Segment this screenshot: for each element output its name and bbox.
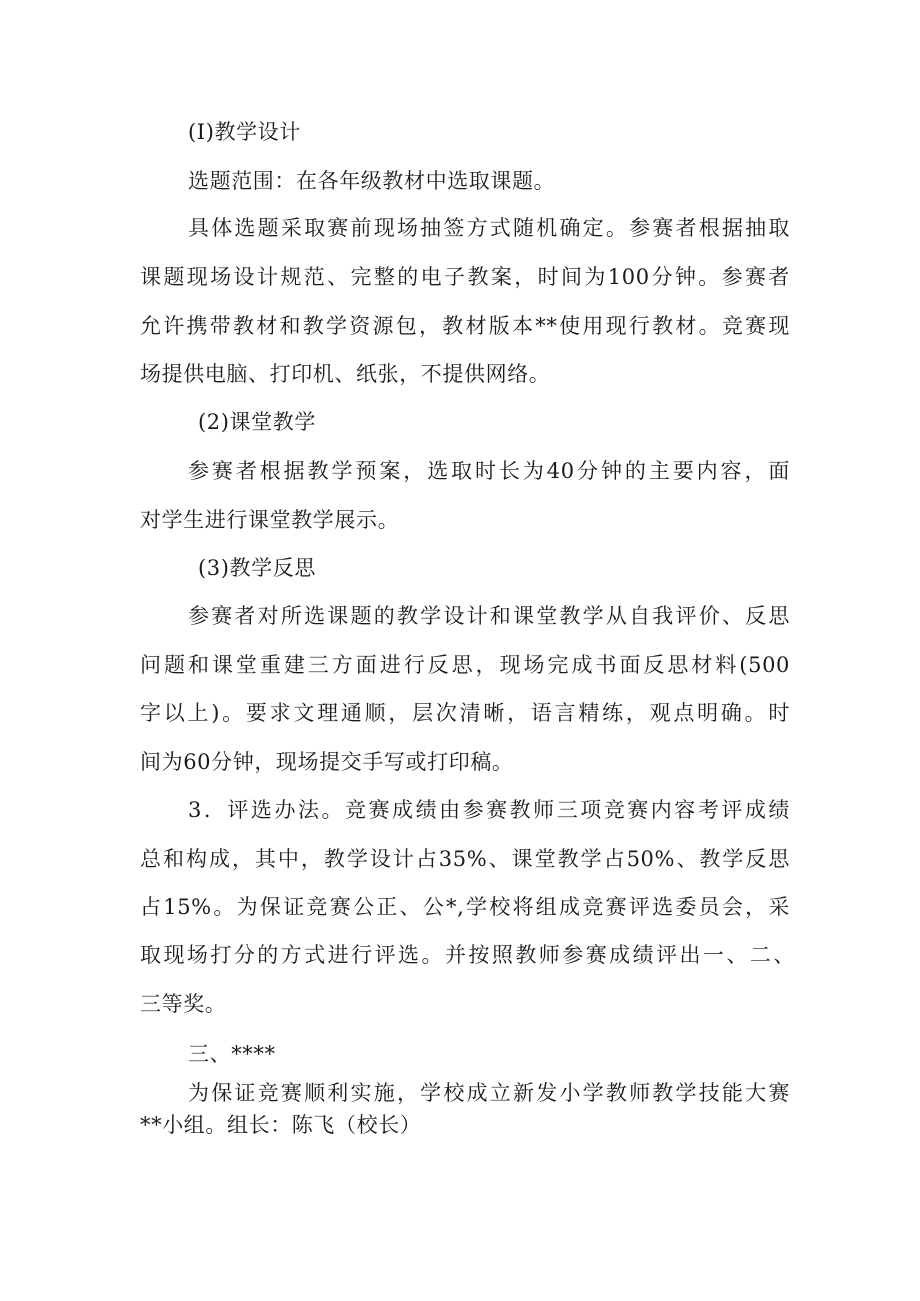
paragraph-line: 三等奖。 — [140, 992, 227, 1016]
paragraph-line: 占15%。为保证竞赛公正、公*,学校将组成竞赛评选委员会，采 — [140, 895, 790, 919]
paragraph-line: 对学生进行课堂教学展示。 — [140, 508, 400, 532]
paragraph-line: 取现场打分的方式进行评选。并按照教师参赛成绩评出一、二、 — [140, 943, 795, 967]
paragraph-line: **小组。组长：陈飞（校长） — [140, 1113, 422, 1137]
paragraph-line: 间为60分钟，现场提交手写或打印稿。 — [140, 750, 514, 774]
paragraph-line: 场提供电脑、打印机、纸张，不提供网络。 — [140, 362, 551, 386]
paragraph-line: 字以上)。要求文理通顺，层次清晰，语言精练，观点明确。时 — [140, 701, 790, 725]
heading-classroom-teaching: (2)课堂教学 — [198, 410, 316, 434]
paragraph-line: 课题现场设计规范、完整的电子教案，时间为100分钟。参赛者 — [140, 265, 790, 289]
paragraph-line: 为保证竞赛顺利实施，学校成立新发小学教师教学技能大赛 — [188, 1081, 790, 1105]
paragraph-line: 选题范围：在各年级教材中选取课题。 — [188, 169, 556, 193]
paragraph-line: 允许携带教材和教学资源包，教材版本**使用现行教材。竞赛现 — [140, 314, 790, 338]
paragraph-line: 具体选题采取赛前现场抽签方式随机确定。参赛者根据抽取 — [188, 216, 790, 240]
heading-teaching-design: (I)教学设计 — [188, 120, 301, 144]
paragraph-line: 问题和课堂重建三方面进行反思，现场完成书面反思材料(500 — [140, 653, 790, 677]
paragraph-line: 总和构成，其中，教学设计占35%、课堂教学占50%、教学反思 — [140, 847, 790, 871]
section-heading: 三、**** — [188, 1042, 276, 1066]
heading-teaching-reflection: (3)教学反思 — [198, 556, 316, 580]
paragraph-line: 参赛者对所选课题的教学设计和课堂教学从自我评价、反思 — [188, 604, 790, 628]
paragraph-line: 参赛者根据教学预案，选取时长为40分钟的主要内容，面 — [188, 459, 790, 483]
paragraph-line: 3．评选办法。竞赛成绩由参赛教师三项竞赛内容考评成绩 — [188, 798, 790, 822]
